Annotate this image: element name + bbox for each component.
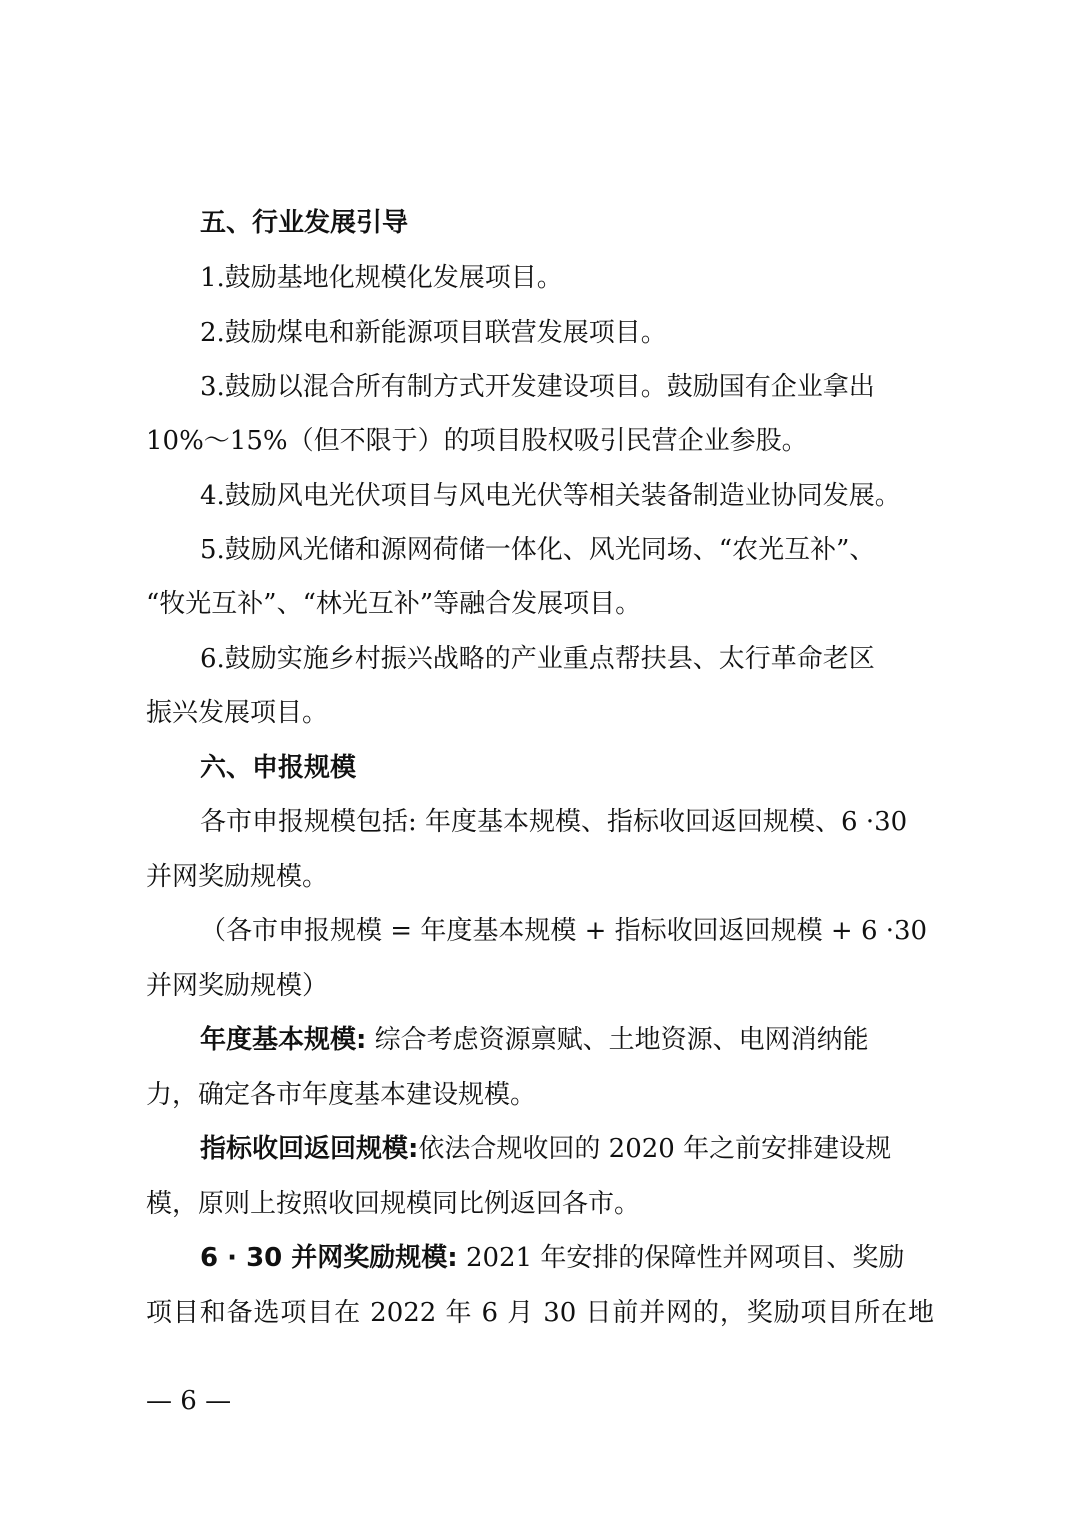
page-number: — 6 — <box>146 1386 232 1416</box>
reclaim-scale-text: 依法合规收回的 2020 年之前安排建设规 <box>418 1134 892 1164</box>
section-5-item-1: 1.鼓励基地化规模化发展项目。 <box>200 263 563 293</box>
section-5-item-5-line-1: 5.鼓励风光储和源网荷储一体化、风光同场、“农光互补”、 <box>200 535 876 565</box>
section-6-heading: 六、申报规模 <box>200 753 357 783</box>
annual-scale-line-2: 力，确定各市年度基本建设规模。 <box>146 1080 537 1110</box>
section-5-item-4: 4.鼓励风电光伏项目与风电光伏等相关装备制造业协同发展。 <box>200 481 901 511</box>
reward-scale-line-1 <box>200 1241 934 1275</box>
reward-scale-line-2: 项目和备选项目在 2022 年 6 月 30 日前并网的，奖励项目所在地 <box>146 1298 934 1328</box>
reclaim-scale-line-2: 模，原则上按照收回规模同比例返回各市。 <box>146 1189 641 1219</box>
section-5-item-2: 2.鼓励煤电和新能源项目联营发展项目。 <box>200 318 667 348</box>
section-5-item-3-line-2: 10%～15%（但不限于）的项目股权吸引民营企业参股。 <box>146 426 808 456</box>
section-5-item-5-line-2: “牧光互补”、“林光互补”等融合发展项目。 <box>146 589 642 619</box>
annual-scale-line-1 <box>200 1023 934 1057</box>
section-6-intro-line-1: 各市申报规模包括: 年度基本规模、指标收回返回规模、6 ·30 <box>200 807 908 837</box>
section-6-intro-line-2: 并网奖励规模。 <box>146 862 329 892</box>
reclaim-scale-label: 指标收回返回规模: <box>200 1134 419 1164</box>
section-5-item-6-line-2: 振兴发展项目。 <box>146 698 329 728</box>
annual-scale-text: 综合考虑资源禀赋、土地资源、电网消纳能 <box>374 1025 869 1055</box>
section-5-item-6-line-1: 6.鼓励实施乡村振兴战略的产业重点帮扶县、太行革命老区 <box>200 644 875 674</box>
reclaim-scale-line-1 <box>200 1132 934 1166</box>
section-6-formula-line-1: （各市申报规模 = 年度基本规模 + 指标收回返回规模 + 6 ·30 <box>200 916 928 946</box>
reward-scale-text: 2021 年安排的保障性并网项目、奖励 <box>465 1243 905 1273</box>
section-6-formula-line-2: 并网奖励规模） <box>146 971 329 1001</box>
section-5-item-3-line-1: 3.鼓励以混合所有制方式开发建设项目。鼓励国有企业拿出 <box>200 372 875 402</box>
annual-scale-label: 年度基本规模: <box>200 1025 367 1055</box>
section-5-heading: 五、行业发展引导 <box>200 208 409 238</box>
reward-scale-label: 6 · 30 并网奖励规模: <box>200 1243 458 1273</box>
